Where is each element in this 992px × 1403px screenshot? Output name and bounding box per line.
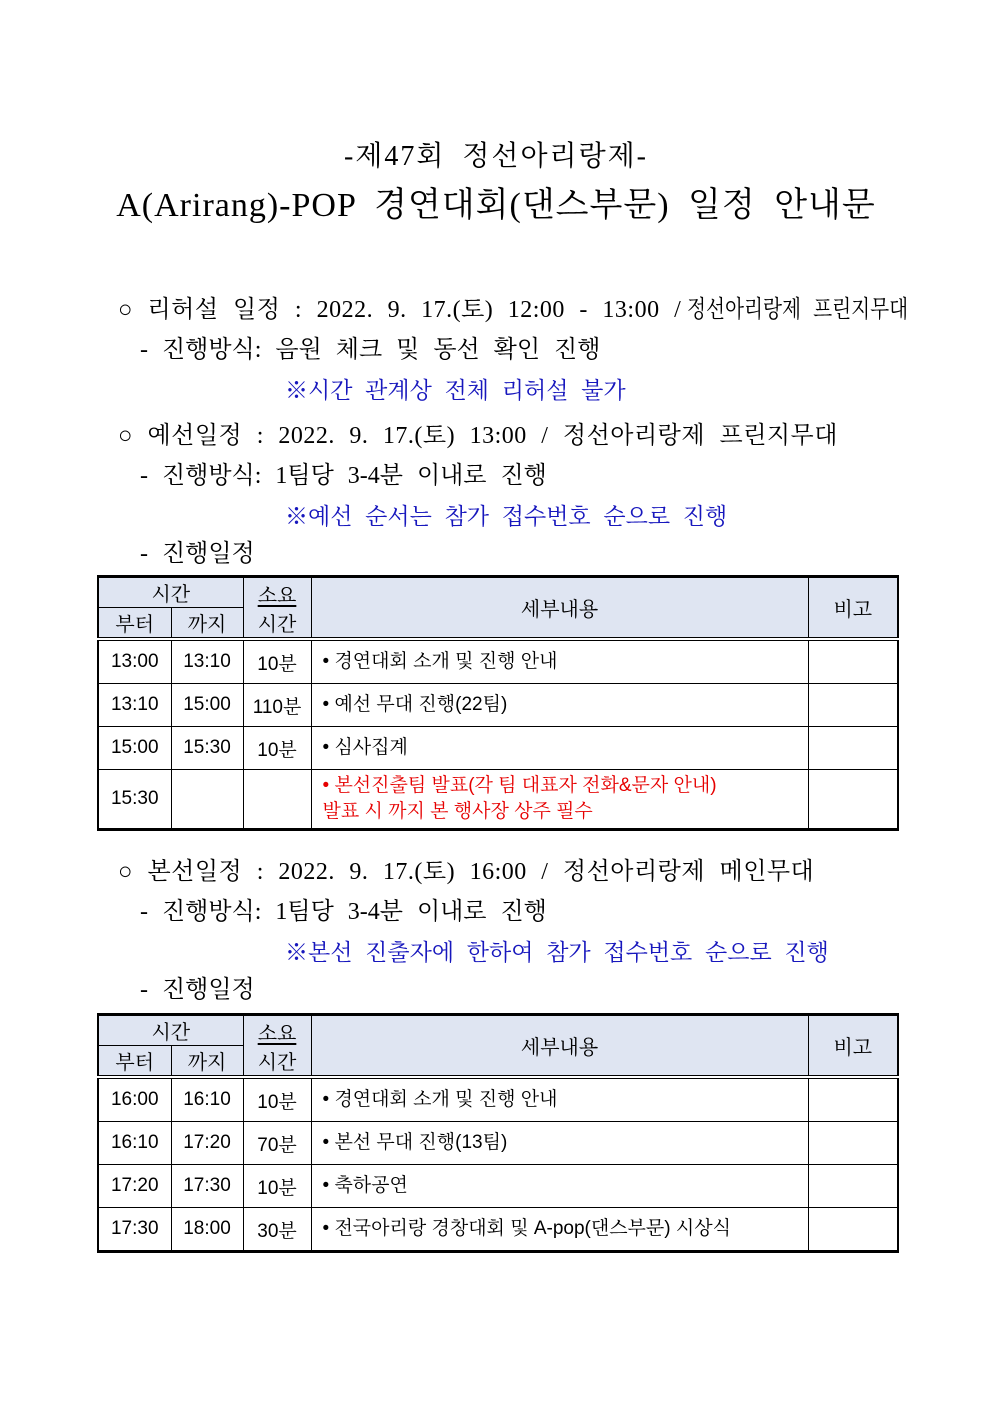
cell-remark [808, 1208, 898, 1252]
header-time-group: 시간 [98, 577, 243, 608]
section-final [0, 857, 992, 1253]
cell-to: 13:10 [171, 639, 243, 684]
cell-detail: • 심사집계 [311, 727, 808, 770]
highlight-line2: 발표 시 까지 본 행사장 상주 필수 [322, 801, 593, 822]
header-from: 부터 [98, 608, 171, 640]
cell-from: 13:10 [98, 684, 171, 727]
preliminary-method: - 진행방식: 1팀당 3-4분 이내로 진행 [140, 463, 547, 489]
header-from: 부터 [98, 1046, 171, 1078]
cell-detail: • 경연대회 소개 및 진행 안내 [311, 1077, 808, 1122]
final-heading: ○ 본선일정 : 2022. 9. 17.(토) 16:00 / 정선아리랑제 메인무대 [118, 859, 815, 885]
cell-duration [243, 770, 311, 830]
cell-remark [808, 1165, 898, 1208]
cell-from: 13:00 [98, 639, 171, 684]
section-preliminary [0, 421, 992, 831]
cell-detail: • 본선 무대 진행(13팀) [311, 1122, 808, 1165]
table-row [98, 1165, 898, 1208]
cell-detail: • 예선 무대 진행(22팀) [311, 684, 808, 727]
table-row-announcement [98, 770, 898, 830]
preliminary-schedule-table [97, 575, 899, 831]
cell-to: 15:30 [171, 727, 243, 770]
cell-remark [808, 1077, 898, 1122]
cell-from: 15:00 [98, 727, 171, 770]
table-row [98, 1122, 898, 1165]
cell-duration: 10분 [243, 727, 311, 770]
header-duration-bottom: 시간 [257, 613, 297, 636]
table-row [98, 684, 898, 727]
cell-from: 17:30 [98, 1208, 171, 1252]
header-duration-top: 소요 [257, 1022, 297, 1045]
cell-detail: • 경연대회 소개 및 진행 안내 [311, 639, 808, 684]
cell-detail: • 전국아리랑 경창대회 및 A-pop(댄스부문) 시상식 [311, 1208, 808, 1252]
cell-to: 17:20 [171, 1122, 243, 1165]
final-schedule-table [97, 1013, 899, 1253]
cell-from: 16:00 [98, 1077, 171, 1122]
preliminary-note: ※예선 순서는 참가 접수번호 순으로 진행 [285, 504, 728, 529]
cell-to: 18:00 [171, 1208, 243, 1252]
page-title-line2: A(Arirang)-POP 경연대회(댄스부문) 일정 안내문 [116, 187, 876, 224]
cell-to: 17:30 [171, 1165, 243, 1208]
cell-remark [808, 727, 898, 770]
cell-to: 15:00 [171, 684, 243, 727]
preliminary-schedule-label: - 진행일정 [140, 541, 255, 567]
table-header-row-1 [98, 577, 898, 608]
cell-detail: • 축하공연 [311, 1165, 808, 1208]
rehearsal-method: - 진행방식: 음원 체크 및 동선 확인 진행 [140, 337, 601, 363]
cell-duration: 70분 [243, 1122, 311, 1165]
table-row [98, 639, 898, 684]
header-duration [243, 577, 311, 640]
cell-duration: 10분 [243, 1077, 311, 1122]
table-row [98, 1077, 898, 1122]
header-duration [243, 1015, 311, 1078]
cell-from: 17:20 [98, 1165, 171, 1208]
header-detail: 세부내용 [311, 1015, 808, 1078]
highlight-line1: • 본선진출팀 발표(각 팀 대표자 전화&문자 안내) [322, 775, 717, 796]
header-detail: 세부내용 [311, 577, 808, 640]
cell-to: 16:10 [171, 1077, 243, 1122]
title-block [0, 0, 992, 232]
cell-remark [808, 770, 898, 830]
cell-remark [808, 639, 898, 684]
header-remark: 비고 [808, 1015, 898, 1078]
cell-duration: 110분 [243, 684, 311, 727]
rehearsal-venue: 정선아리랑제 프린지무대 [687, 296, 909, 323]
cell-remark [808, 1122, 898, 1165]
header-duration-top: 소요 [257, 584, 297, 607]
table-row [98, 727, 898, 770]
rehearsal-heading-text: ○ 리허설 일정 : 2022. 9. 17.(토) 12:00 - 13:00 / [118, 297, 682, 323]
final-note: ※본선 진출자에 한하여 참가 접수번호 순으로 진행 [285, 940, 829, 965]
cell-from: 15:30 [98, 770, 171, 830]
cell-remark [808, 684, 898, 727]
page-title-line1: -제47회 정선아리랑제- [343, 141, 649, 172]
table-row [98, 1208, 898, 1252]
cell-duration: 10분 [243, 1165, 311, 1208]
cell-duration: 10분 [243, 639, 311, 684]
rehearsal-note: ※시간 관계상 전체 리허설 불가 [285, 378, 626, 403]
header-duration-bottom: 시간 [257, 1051, 297, 1074]
final-method: - 진행방식: 1팀당 3-4분 이내로 진행 [140, 899, 547, 925]
header-to: 까지 [171, 1046, 243, 1078]
cell-detail-highlight [311, 770, 808, 830]
preliminary-heading: ○ 예선일정 : 2022. 9. 17.(토) 13:00 / 정선아리랑제 프린지무대 [118, 423, 838, 449]
header-remark: 비고 [808, 577, 898, 640]
rehearsal-heading [118, 294, 992, 326]
cell-from: 16:10 [98, 1122, 171, 1165]
cell-duration: 30분 [243, 1208, 311, 1252]
final-schedule-label: - 진행일정 [140, 977, 255, 1003]
table-header-row-1 [98, 1015, 898, 1046]
cell-to [171, 770, 243, 830]
header-to: 까지 [171, 608, 243, 640]
section-rehearsal [0, 294, 992, 405]
header-time-group: 시간 [98, 1015, 243, 1046]
